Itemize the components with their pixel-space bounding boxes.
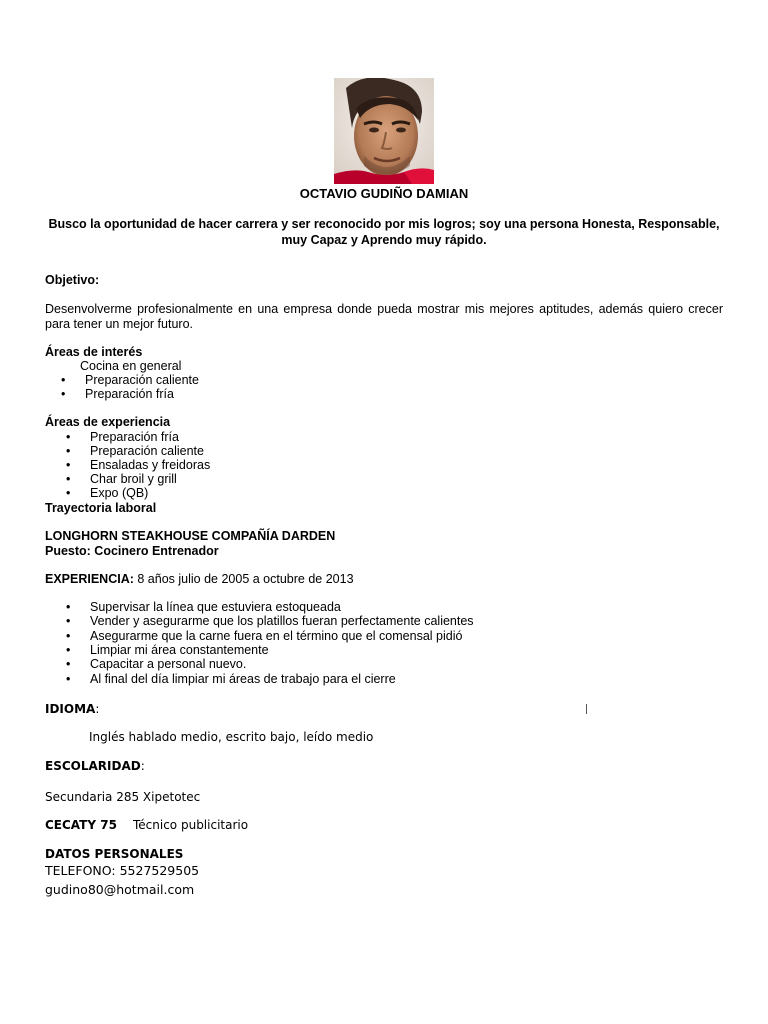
school-2-text: Técnico publicitario <box>133 818 249 832</box>
experience-text: 8 años julio de 2005 a octubre de 2013 <box>133 572 354 586</box>
school-1: Secundaria 285 Xipetotec <box>45 790 201 804</box>
list-item: • Vender y asegurarme que los platillos fueran perfectamente calientes <box>90 614 474 628</box>
list-item: • Preparación caliente <box>85 373 199 387</box>
list-item: • Preparación fría <box>90 430 179 444</box>
objetivo-text: Desenvolverme profesionalmente en una empresa donde pueda mostrar mis mejores aptitudes, además quiero crecer para tener un mejor futuro. <box>45 302 723 331</box>
list-item: • Preparación caliente <box>90 444 204 458</box>
escolaridad-label: ESCOLARIDAD <box>45 759 141 773</box>
escolaridad-colon: : <box>140 759 145 773</box>
list-item: • Supervisar la línea que estuviera estoqueada <box>90 600 341 614</box>
email: gudino80@hotmail.com <box>45 882 195 897</box>
idioma-line <box>45 702 99 716</box>
trayectoria-heading: Trayectoria laboral <box>45 501 157 515</box>
list-item: • Capacitar a personal nuevo. <box>90 657 246 671</box>
areas-experiencia-heading: Áreas de experiencia <box>45 415 171 429</box>
list-item: • Al final del día limpiar mi áreas de trabajo para el cierre <box>90 672 396 686</box>
list-item: • Char broil y grill <box>90 472 177 486</box>
list-item: • Preparación fría <box>85 387 174 401</box>
telefono: TELEFONO: 5527529505 <box>45 863 200 878</box>
text-cursor-mark <box>586 704 587 714</box>
list-item: • Asegurarme que la carne fuera en el término que el comensal pidió <box>90 629 462 643</box>
idioma-label: IDIOMA <box>45 702 96 716</box>
idioma-text: Inglés hablado medio, escrito bajo, leído medio <box>89 730 374 744</box>
areas-interes-heading: Áreas de interés <box>45 345 143 359</box>
experience-label: EXPERIENCIA: <box>45 572 134 586</box>
datos-heading: DATOS PERSONALES <box>45 847 184 861</box>
escolaridad-line <box>45 759 145 773</box>
profile-photo <box>334 78 434 184</box>
school-2-name: CECATY 75 <box>45 818 117 832</box>
portrait-photo-icon <box>334 78 434 184</box>
list-item: • Ensaladas y freidoras <box>90 458 210 472</box>
objetivo-heading: Objetivo: <box>45 273 100 287</box>
tagline: Busco la oportunidad de hacer carrera y ser reconocido por mis logros; soy una persona Honesta, Responsable, muy Capaz y Aprendo muy rápido. <box>48 217 720 247</box>
experience-line <box>45 572 354 586</box>
areas-interes-intro: Cocina en general <box>80 359 182 373</box>
company-name: LONGHORN STEAKHOUSE COMPAÑÍA DARDEN <box>45 529 336 543</box>
idioma-colon: : <box>95 702 100 716</box>
list-item: • Limpiar mi área constantemente <box>90 643 269 657</box>
candidate-name: OCTAVIO GUDIÑO DAMIAN <box>299 186 469 201</box>
list-item: • Expo (QB) <box>90 486 148 500</box>
position: Puesto: Cocinero Entrenador <box>45 544 219 558</box>
